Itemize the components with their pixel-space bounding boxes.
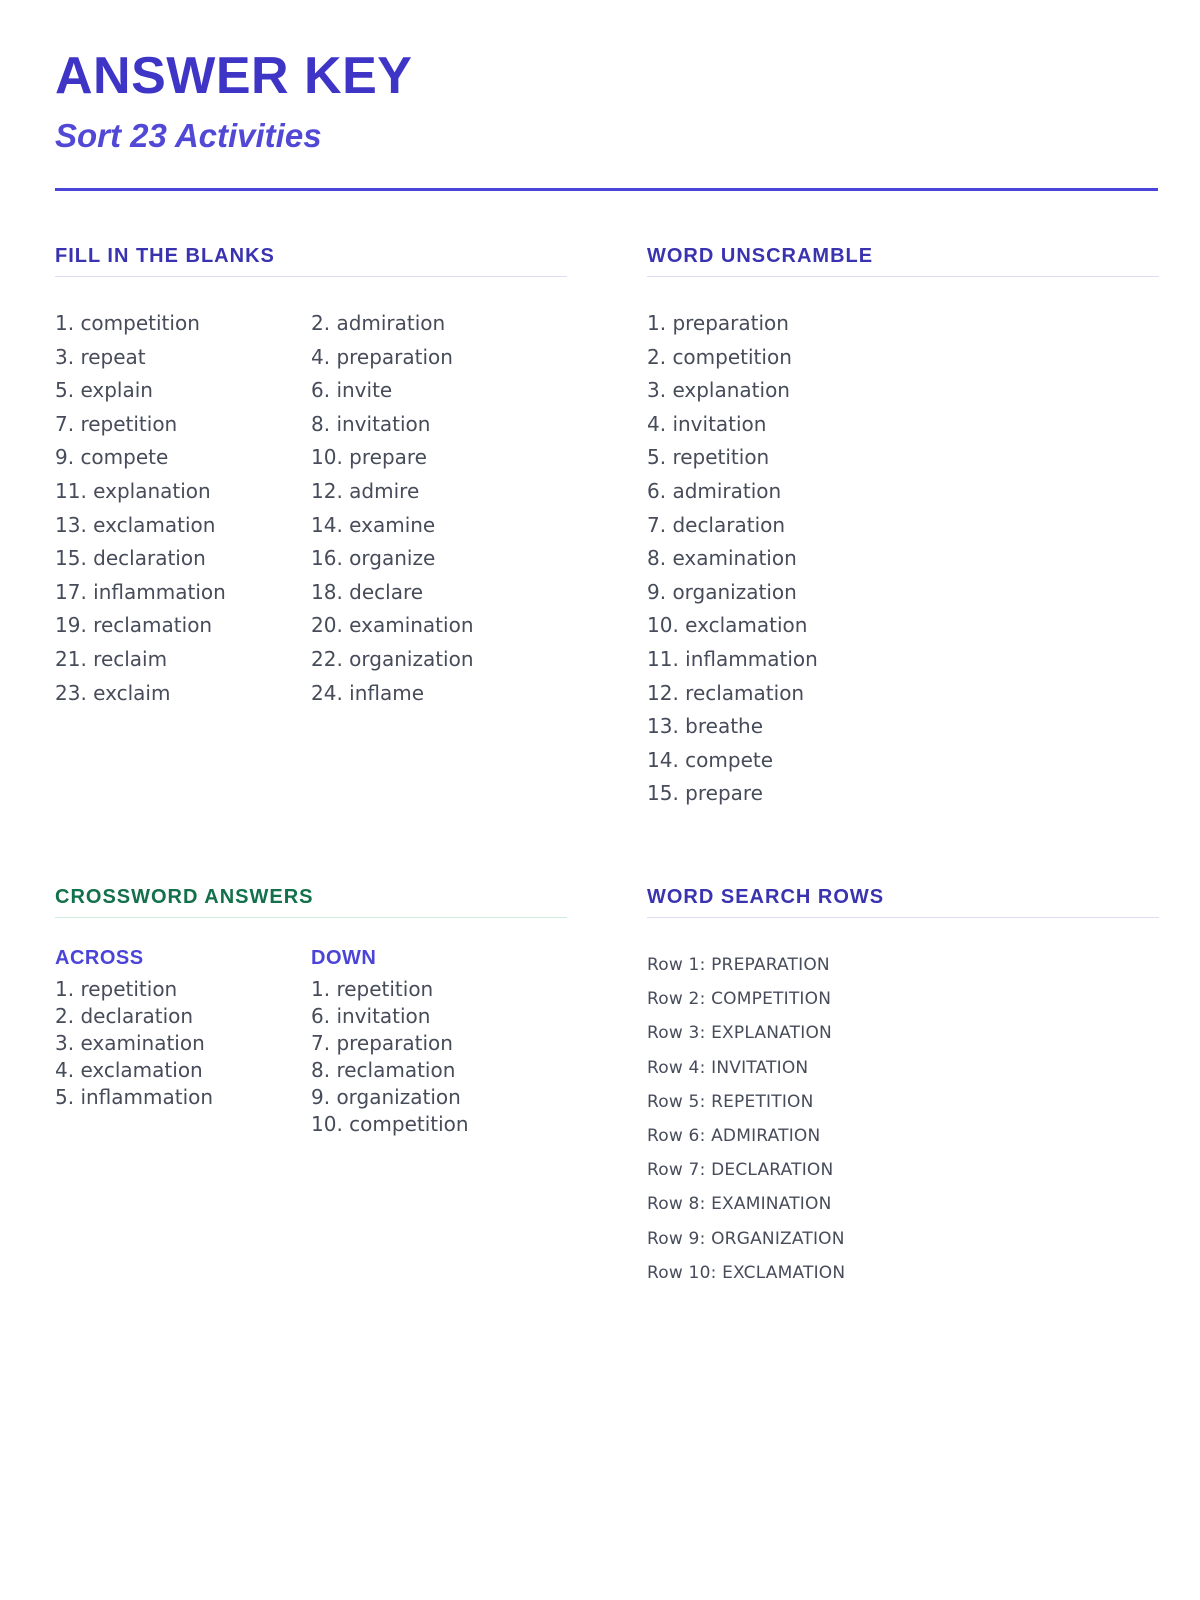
answer-item: 15. prepare: [647, 781, 763, 806]
crossword-answer: 1. repetition: [311, 977, 434, 1001]
answer-item: 22. organization: [311, 646, 474, 671]
crossword-answer: 5. inflammation: [55, 1085, 214, 1109]
crossword-answer: 3. examination: [55, 1031, 205, 1055]
word-search-row: Row 2: COMPETITION: [647, 989, 832, 1010]
title-divider: [55, 188, 1158, 191]
fill-in-the-blanks-columns: [55, 307, 567, 710]
crossword-answer: 2. declaration: [55, 1004, 194, 1028]
answer-item: 1. preparation: [647, 311, 789, 335]
word-unscramble-section: [647, 246, 1159, 811]
answer-item: 3. explanation: [647, 378, 790, 403]
word-search-row: Row 9: ORGANIZATION: [647, 1228, 845, 1249]
word-search-row: Row 4: INVITATION: [647, 1057, 809, 1078]
answer-item: 8. invitation: [311, 411, 431, 436]
crossword-answers-section: [55, 887, 567, 1138]
word-search-row: Row 8: EXAMINATION: [647, 1194, 832, 1215]
answer-item: 2. admiration: [311, 311, 446, 335]
answer-item: 13. breathe: [647, 714, 764, 739]
answer-item: 17. inflammation: [55, 579, 226, 604]
crossword-answer: 8. reclamation: [311, 1058, 456, 1082]
word-unscramble-heading: WORD UNSCRAMBLE: [647, 246, 1159, 277]
answer-item: 11. inflammation: [647, 646, 818, 671]
answer-item: 5. repetition: [647, 445, 770, 470]
crossword-answer: 10. competition: [311, 1112, 469, 1136]
answer-item: 5. explain: [55, 378, 153, 403]
answer-item: 16. organize: [311, 546, 436, 571]
word-search-row: Row 5: REPETITION: [647, 1091, 814, 1112]
crossword-answer: 9. organization: [311, 1085, 461, 1109]
crossword-answer: 7. preparation: [311, 1031, 453, 1055]
word-search-rows-heading: WORD SEARCH ROWS: [647, 887, 1159, 918]
crossword-columns: [55, 948, 567, 1138]
fill-in-the-blanks-section: [55, 246, 567, 710]
word-unscramble-list: [647, 307, 1159, 811]
across-column: [55, 948, 311, 1138]
word-search-rows-section: [647, 887, 1159, 1290]
answer-item: 2. competition: [647, 344, 792, 369]
crossword-answers-heading: CROSSWORD ANSWERS: [55, 887, 567, 918]
word-search-row: Row 6: ADMIRATION: [647, 1126, 821, 1147]
fill-in-the-blanks-left-column: [55, 307, 311, 710]
answer-item: 14. compete: [647, 747, 774, 772]
answer-item: 12. reclamation: [647, 680, 805, 705]
answer-item: 1. competition: [55, 311, 200, 335]
fill-in-the-blanks-heading: FILL IN THE BLANKS: [55, 246, 567, 277]
answer-item: 8. examination: [647, 546, 797, 571]
answer-item: 18. declare: [311, 579, 424, 604]
down-column: [311, 948, 567, 1138]
answer-item: 13. exclamation: [55, 512, 216, 537]
answer-item: 24. inflame: [311, 680, 425, 705]
answer-item: 21. reclaim: [55, 646, 168, 671]
answer-item: 4. invitation: [647, 411, 767, 436]
answer-item: 4. preparation: [311, 344, 453, 369]
page-subtitle: Sort 23 Activities: [55, 117, 322, 154]
answer-item: 6. invite: [311, 378, 393, 403]
answer-item: 14. examine: [311, 512, 436, 537]
fill-in-the-blanks-right-column: [311, 307, 567, 710]
answer-item: 9. organization: [647, 579, 797, 604]
answer-item: 23. exclaim: [55, 680, 171, 705]
answer-item: 7. declaration: [647, 512, 786, 537]
answer-item: 20. examination: [311, 613, 474, 638]
word-search-row: Row 10: EXCLAMATION: [647, 1262, 846, 1283]
answer-item: 10. exclamation: [647, 613, 808, 638]
down-list: [311, 976, 567, 1138]
word-search-rows-list: [647, 948, 1159, 1290]
crossword-answer: 6. invitation: [311, 1004, 431, 1028]
answer-item: 15. declaration: [55, 546, 206, 571]
answer-item: 9. compete: [55, 445, 169, 470]
crossword-answer: 1. repetition: [55, 977, 178, 1001]
answer-item: 12. admire: [311, 478, 420, 503]
answer-item: 19. reclamation: [55, 613, 213, 638]
answer-item: 11. explanation: [55, 478, 211, 503]
answer-item: 6. admiration: [647, 478, 782, 503]
answer-item: 7. repetition: [55, 411, 178, 436]
down-heading: DOWN: [311, 947, 377, 969]
across-heading: ACROSS: [55, 947, 144, 969]
answer-item: 10. prepare: [311, 445, 427, 470]
word-search-row: Row 3: EXPLANATION: [647, 1023, 832, 1044]
answer-item: 3. repeat: [55, 344, 146, 369]
page-title: ANSWER KEY: [55, 47, 413, 105]
crossword-answer: 4. exclamation: [55, 1058, 203, 1082]
word-search-row: Row 7: DECLARATION: [647, 1160, 834, 1181]
across-list: [55, 976, 311, 1111]
word-search-row: Row 1: PREPARATION: [647, 955, 830, 975]
